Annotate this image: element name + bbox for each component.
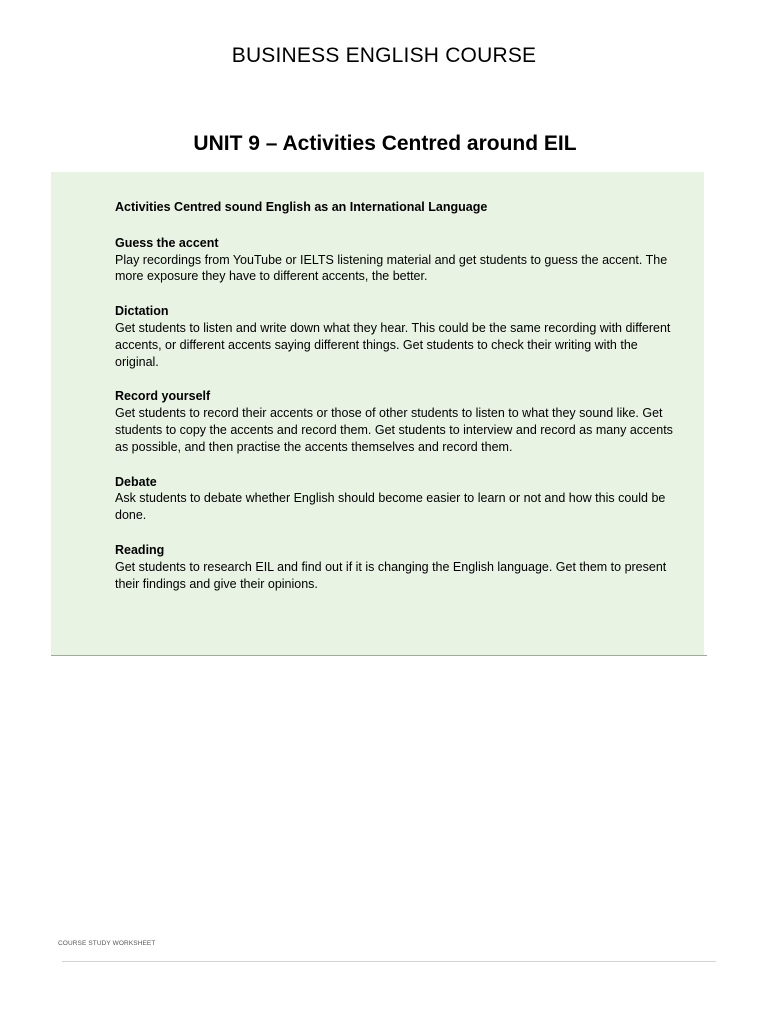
- section-record-yourself: [115, 388, 675, 455]
- section-guess-the-accent: [115, 235, 675, 285]
- content-box-bottom-rule: [51, 655, 707, 656]
- section-debate: [115, 474, 675, 524]
- footer-rule: [62, 961, 716, 962]
- document-header-title: BUSINESS ENGLISH COURSE: [231, 44, 537, 67]
- activities-content: [115, 199, 675, 610]
- section-heading: Guess the accent: [115, 235, 219, 250]
- section-heading: Reading: [115, 542, 165, 557]
- intro-heading: Activities Centred sound English as an International Language: [115, 200, 488, 214]
- section-body: Get students to listen and write down what they hear. This could be the same recording with different accents, or different accents saying different things. Get students to check their writing with the original.: [115, 320, 671, 369]
- section-heading: Debate: [115, 474, 157, 489]
- section-body: Get students to record their accents or those of other students to listen to what they sound like. Get students to copy the accents and record them. Get students to interview and record as many accents as possible, and then practise the accents themselves and record them.: [115, 406, 673, 454]
- section-reading: [115, 542, 675, 592]
- section-dictation: [115, 303, 675, 370]
- section-heading: Dictation: [115, 304, 169, 319]
- unit-title: UNIT 9 – Activities Centred around EIL: [193, 132, 577, 155]
- section-body: Get students to research EIL and find out if it is changing the English language. Get them to present their findings and give their opinions.: [115, 559, 667, 591]
- section-body: Play recordings from YouTube or IELTS listening material and get students to guess the accent. The more exposure they have to different accents, the better.: [115, 252, 668, 284]
- activities-content-box: [51, 172, 704, 655]
- section-heading: Record yourself: [115, 389, 211, 404]
- section-body: Ask students to debate whether English should become easier to learn or not and how this could be done.: [115, 491, 666, 523]
- footer-label: COURSE STUDY WORKSHEET: [58, 940, 156, 947]
